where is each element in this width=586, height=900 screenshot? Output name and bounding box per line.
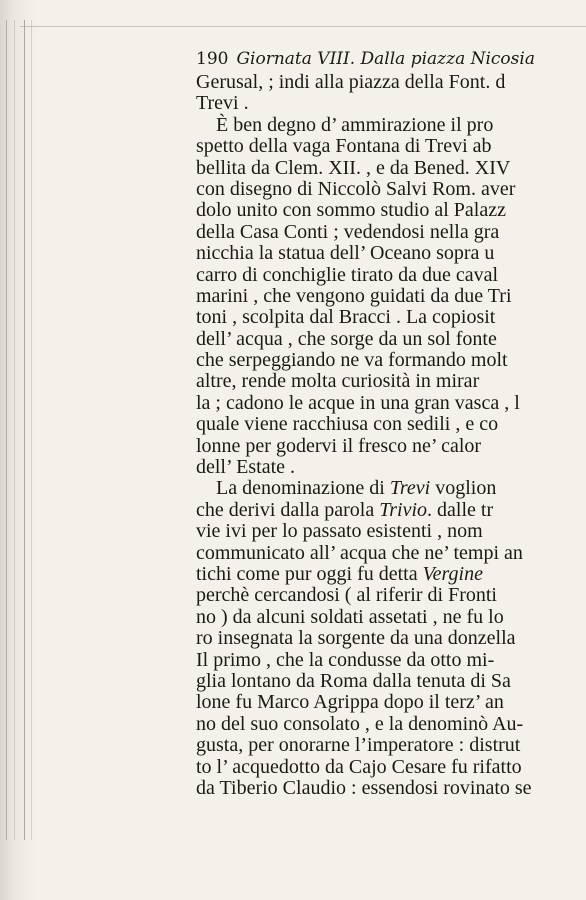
text-segment: marini , che vengono guidati da due Tri xyxy=(196,284,512,307)
text-line xyxy=(196,628,586,649)
text-line xyxy=(196,564,586,585)
running-title: Giornata VIII. Dalla piazza Nicosia xyxy=(236,49,535,69)
text-segment: carro di conchiglie tirato da due caval xyxy=(196,263,499,286)
gutter-edge-line xyxy=(24,20,25,840)
text-segment: to l’ acquedotto da Cajo Cesare fu rifatto xyxy=(196,755,522,778)
text-line xyxy=(196,115,586,136)
text-line xyxy=(196,136,586,157)
text-segment: dolo unito con sommo studio al Palazz xyxy=(196,199,506,222)
text-segment: glia lontano da Roma dalla tenuta di Sa xyxy=(196,669,511,692)
text-segment: dell’ acqua , che sorge da un sol fonte xyxy=(196,327,497,350)
italic-word: Vergine xyxy=(422,562,483,585)
text-segment: con disegno di Niccolò Salvi Rom. aver xyxy=(196,177,516,200)
text-segment: Gerusal, ; indi alla piazza della Font. d xyxy=(196,71,506,93)
text-segment: . dalle tr xyxy=(427,498,494,521)
text-line xyxy=(196,714,586,735)
text-segment: lone fu Marco Agrippa dopo il terz’ an xyxy=(196,691,504,714)
text-segment: la ; cadono le acque in una gran vasca , l xyxy=(196,391,520,414)
text-segment: lonne per godervi il fresco ne’ calor xyxy=(196,434,482,457)
text-line xyxy=(196,371,586,392)
text-segment: altre, rende molta curiosità in mirar xyxy=(196,370,480,393)
text-segment: ro insegnata la sorgente da una donzella xyxy=(196,627,516,650)
italic-word: Trevi xyxy=(389,477,431,500)
text-line xyxy=(196,543,586,564)
italic-word: Trivio xyxy=(379,498,428,521)
running-head xyxy=(196,48,586,72)
text-line xyxy=(196,243,586,264)
gutter-edge-line xyxy=(14,20,15,840)
text-line xyxy=(196,692,586,713)
text-line xyxy=(196,414,586,435)
text-segment: no del suo consolato , e la denominò Au- xyxy=(196,712,524,735)
text-segment: Il primo , che la condusse da otto mi- xyxy=(196,648,495,671)
text-segment: dell’ Estate . xyxy=(196,456,296,479)
text-segment: perchè cercandosi ( al riferir di Fronti xyxy=(196,584,497,607)
text-line xyxy=(196,521,586,542)
text-line xyxy=(196,265,586,286)
book-gutter-shadow xyxy=(0,0,40,900)
text-segment: vie ivi per lo passato esistenti , nom xyxy=(196,520,483,543)
text-segment: quale viene racchiusa con sedili , e co xyxy=(196,413,499,436)
text-segment: che derivi dalla parola xyxy=(196,498,380,521)
text-segment: voglion xyxy=(430,477,497,500)
text-line xyxy=(196,650,586,671)
text-segment: gusta, per onorarne l’imperatore : distrut xyxy=(196,734,521,757)
text-line xyxy=(196,93,586,114)
body-text xyxy=(196,72,586,799)
text-segment: da Tiberio Claudio : essendosi rovinato se xyxy=(196,776,532,799)
text-line xyxy=(196,457,586,478)
text-segment: bellita da Clem. XII. , e da Bened. XIV xyxy=(196,156,511,179)
text-line xyxy=(196,286,586,307)
text-line xyxy=(196,671,586,692)
text-segment: nicchia la statua dell’ Oceano sopra u xyxy=(196,242,495,265)
text-segment: communicato all’ acqua che ne’ tempi an xyxy=(196,541,523,564)
text-line xyxy=(196,500,586,521)
text-line xyxy=(196,72,586,93)
text-line xyxy=(196,393,586,414)
text-segment: È ben degno d’ ammirazione il pro xyxy=(216,113,494,136)
page-number: 190 xyxy=(196,49,229,69)
text-line xyxy=(196,307,586,328)
text-segment: spetto della vaga Fontana di Trevi ab xyxy=(196,135,492,158)
gutter-edge-line xyxy=(31,20,32,840)
text-segment: toni , scolpita dal Bracci . La copiosit xyxy=(196,306,496,329)
text-line xyxy=(196,757,586,778)
text-segment: La denominazione di xyxy=(216,477,390,500)
text-line xyxy=(196,478,586,499)
text-line xyxy=(196,436,586,457)
text-segment: della Casa Conti ; vedendosi nella gra xyxy=(196,220,500,243)
text-line xyxy=(196,735,586,756)
text-line xyxy=(196,778,586,799)
text-line xyxy=(196,179,586,200)
text-line xyxy=(196,585,586,606)
text-segment: che serpeggiando ne va formando molt xyxy=(196,349,508,372)
text-segment: Trevi . xyxy=(196,92,249,115)
text-line xyxy=(196,222,586,243)
text-line xyxy=(196,607,586,628)
book-page xyxy=(196,48,586,868)
text-segment: tichi come pur oggi fu detta xyxy=(196,562,423,585)
text-line xyxy=(196,350,586,371)
gutter-edge-line xyxy=(6,20,7,840)
page-top-edge xyxy=(20,26,586,27)
text-segment: no ) da alcuni soldati assetati , ne fu lo xyxy=(196,605,504,628)
text-line xyxy=(196,200,586,221)
text-line xyxy=(196,158,586,179)
text-line xyxy=(196,329,586,350)
